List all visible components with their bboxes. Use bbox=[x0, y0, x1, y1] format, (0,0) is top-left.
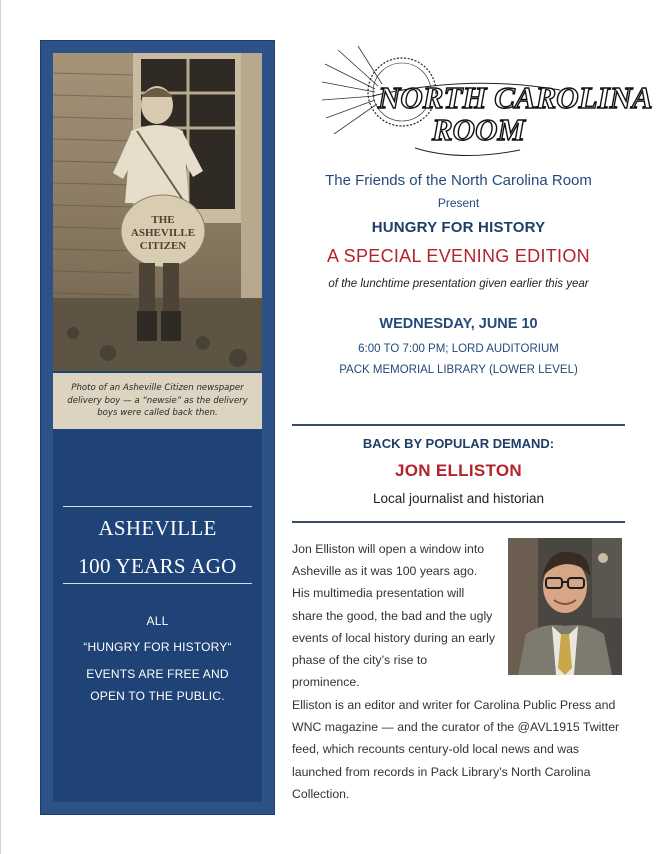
sidebar-heading-line1: ASHEVILLE bbox=[98, 516, 217, 540]
logo-text-line1: NORTH CAROLINA bbox=[378, 80, 653, 115]
newsie-photo-illustration bbox=[53, 53, 262, 371]
sidebar-note-line1: ALL bbox=[146, 614, 169, 628]
sidebar-note-line4: OPEN TO THE PUBLIC. bbox=[90, 689, 225, 703]
page-edge bbox=[0, 0, 1, 854]
speaker-bio-1: Jon Elliston will open a window into Asheville as it was 100 years ago. His multimedia presentation will share the good, the bad and the ugly events of local history during an early phase of the city’s rise to prominence. bbox=[292, 542, 496, 690]
speaker-bio-2: Elliston is an editor and writer for Carolina Public Press and WNC magazine — and the curator of the @AVL1915 Twitter feed, which recounts century-old local news and was launched from records in Pack Library’s North Carolina Collection. bbox=[292, 698, 620, 801]
event-time: 6:00 TO 7:00 PM; LORD AUDITORIUM bbox=[358, 343, 559, 355]
event-date: WEDNESDAY, JUNE 10 bbox=[379, 316, 538, 332]
event-title: HUNGRY FOR HISTORY bbox=[371, 219, 546, 236]
sidebar-note-line3: EVENTS ARE FREE AND bbox=[86, 667, 229, 681]
speaker-name: JON ELLISTON bbox=[394, 461, 523, 480]
presenter-line: The Friends of the North Carolina Room bbox=[325, 172, 592, 189]
speaker-role: Local journalist and historian bbox=[372, 491, 545, 506]
newsie-photo bbox=[53, 53, 262, 371]
heading-rule-top bbox=[63, 506, 252, 507]
event-place: PACK MEMORIAL LIBRARY (LOWER LEVEL) bbox=[339, 364, 578, 376]
event-subtitle: A SPECIAL EVENING EDITION bbox=[327, 246, 590, 266]
present-line: Present bbox=[437, 196, 480, 210]
speaker-portrait-illustration bbox=[508, 538, 622, 675]
popular-demand: BACK BY POPULAR DEMAND: bbox=[362, 436, 555, 451]
sidebar-inner bbox=[53, 53, 262, 802]
speaker-portrait bbox=[508, 538, 622, 675]
logo-text-line2: ROOM bbox=[432, 112, 526, 147]
photo-caption-box bbox=[53, 373, 262, 429]
lunchtime-note: of the lunchtime presentation given earlier this year bbox=[328, 278, 589, 290]
sidebar bbox=[40, 40, 275, 815]
heading-rule-bottom bbox=[63, 583, 252, 584]
svg-text:ASHEVILLE: ASHEVILLE bbox=[130, 227, 196, 239]
north-carolina-room-logo bbox=[320, 44, 653, 164]
sidebar-note-line2: “HUNGRY FOR HISTORY“ bbox=[83, 640, 232, 654]
svg-text:CITIZEN: CITIZEN bbox=[139, 240, 187, 252]
logo-graphic bbox=[320, 44, 653, 164]
sidebar-heading-line2: 100 YEARS AGO bbox=[78, 554, 237, 578]
photo-caption: Photo of an Asheville Citizen newspaper delivery boy — a “newsie” as the delivery boys were called back then. bbox=[67, 383, 248, 419]
divider-top bbox=[292, 424, 625, 426]
svg-text:THE: THE bbox=[151, 214, 175, 226]
divider-bottom bbox=[292, 521, 625, 523]
